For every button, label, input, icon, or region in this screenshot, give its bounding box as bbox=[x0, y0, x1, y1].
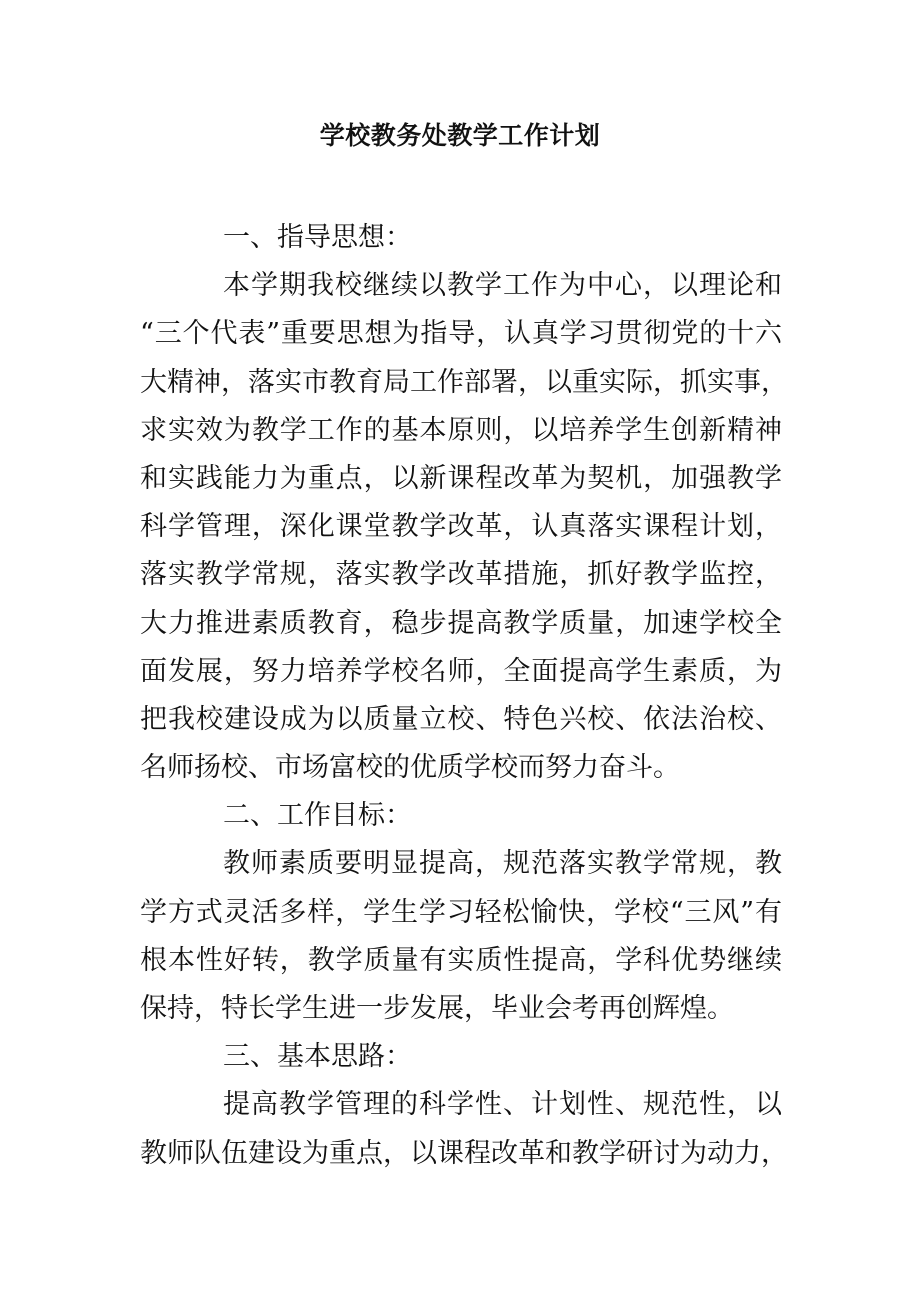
section-heading: 一、指导思想： bbox=[223, 222, 412, 253]
paragraph-line: 学方式灵活多样，学生学习轻松愉快，学校“三风”有 bbox=[140, 896, 782, 928]
paragraph-line: 把我校建设成为以质量立校、特色兴校、依法治校、 bbox=[140, 703, 782, 735]
paragraph-line: 根本性好转，教学质量有实质性提高，学科优势继续 bbox=[140, 944, 782, 976]
paragraph-line: 大精神，落实市教育局工作部署，以重实际，抓实事， bbox=[140, 366, 788, 398]
paragraph-line: 落实教学常规，落实教学改革措施，抓好教学监控， bbox=[140, 559, 782, 591]
paragraph-line: 教师素质要明显提高，规范落实教学常规，教 bbox=[223, 848, 782, 880]
paragraph-line: 保持，特长学生进一步发展，毕业会考再创辉煌。 bbox=[140, 993, 734, 1024]
paragraph-line: 科学管理，深化课堂教学改革，认真落实课程计划， bbox=[140, 511, 782, 543]
paragraph-line: 本学期我校继续以教学工作为中心，以理论和 bbox=[223, 270, 782, 302]
paragraph-line: 名师扬校、市场富校的优质学校而努力奋斗。 bbox=[140, 752, 680, 784]
paragraph-line: 和实践能力为重点，以新课程改革为契机，加强教学 bbox=[140, 462, 782, 494]
section-heading: 三、基本思路： bbox=[223, 1041, 412, 1073]
section-heading: 二、工作目标： bbox=[223, 800, 412, 832]
paragraph-line: 面发展，努力培养学校名师，全面提高学生素质，为 bbox=[140, 655, 782, 687]
paragraph-line: 提高教学管理的科学性、计划性、规范性，以 bbox=[223, 1089, 782, 1121]
document-body bbox=[140, 214, 788, 1178]
document-title: 学校教务处教学工作计划 bbox=[319, 121, 601, 150]
paragraph-line: 求实效为教学工作的基本原则，以培养学生创新精神 bbox=[140, 414, 782, 446]
paragraph-line: 教师队伍建设为重点，以课程改革和教学研讨为动力， bbox=[140, 1137, 788, 1169]
paragraph-line: “三个代表”重要思想为指导，认真学习贯彻党的十六 bbox=[140, 318, 782, 350]
paragraph-line: 大力推进素质教育，稳步提高教学质量，加速学校全 bbox=[140, 607, 782, 639]
